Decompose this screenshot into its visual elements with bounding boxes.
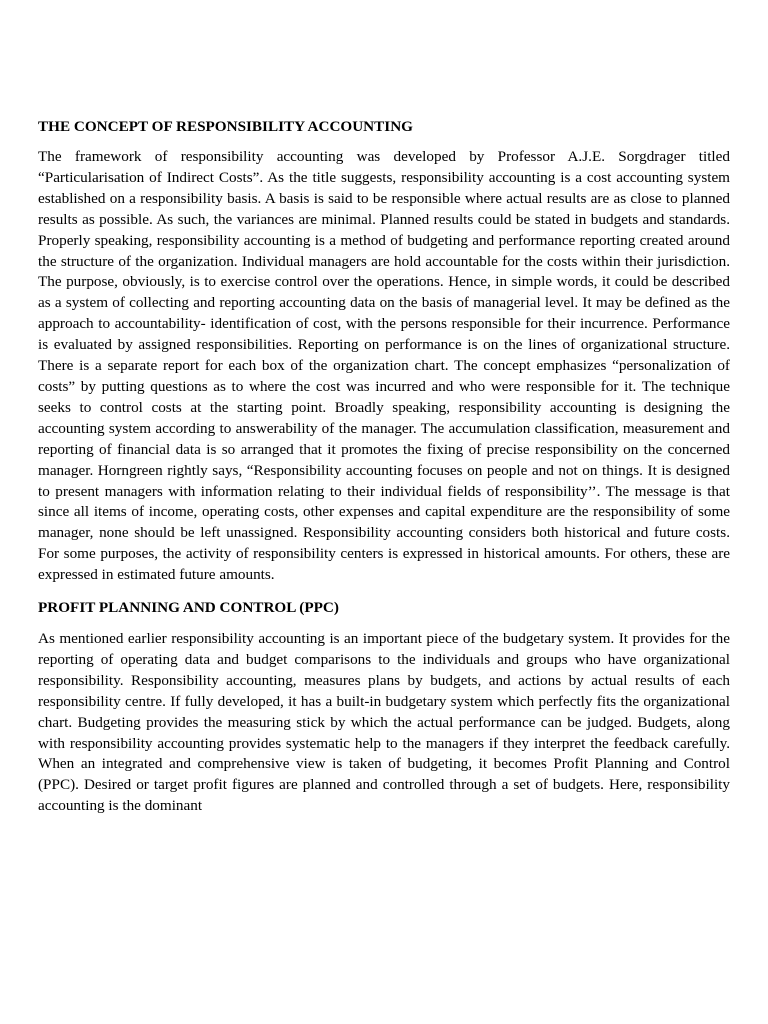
document-page: [38, 117, 730, 817]
section-heading-ppc: PROFIT PLANNING AND CONTROL (PPC): [38, 599, 339, 617]
section-heading-responsibility-accounting: THE CONCEPT OF RESPONSIBILITY ACCOUNTING: [38, 118, 413, 135]
section-paragraph-ppc: As mentioned earlier responsibility accounting is an important piece of the budgetary system. It provides for the reporting of operating data and budget comparisons to the individuals and groups who have organizational responsibility. Responsibility accounting, measures plans by budgets, and actions by actual results of each responsibility centre. If fully developed, it has a built-in budgetary system which perfectly fits the organizational chart. Budgeting provides the measuring stick by which the actual performance can be judged. Budgets, along with responsibility accounting provides systematic help to the managers if they interpret the feedback carefully. When an integrated and comprehensive view is taken of budgeting, it becomes Profit Planning and Control (PPC). Desired or target profit figures are planned and controlled through a set of budgets. Here, responsibility accounting is the dominant: [38, 630, 730, 815]
section-paragraph-responsibility-accounting: The framework of responsibility accounting was developed by Professor A.J.E. Sorgdrager titled “Particularisation of Indirect Costs”. As the title suggests, responsibility accounting is a cost accounting system established on a responsibility basis. A basis is said to be responsible where actual results are as close to planned results as possible. As such, the variances are minimal. Planned results could be stated in budgets and standards. Properly speaking, responsibility accounting is a method of budgeting and performance reporting created around the structure of the organization. Individual managers are hold accountable for the costs within their jurisdiction. The purpose, obviously, is to exercise control over the operations. Hence, in simple words, it could be described as a system of collecting and reporting accounting data on the basis of managerial level. It may be defined as the approach to accountability- identification of cost, with the persons responsible for their incurrence. Performance is evaluated by assigned responsibilities. Reporting on performance is on the lines of organizational structure. There is a separate report for each box of the organization chart. The concept emphasizes “personalization of costs” by putting questions as to where the cost was incurred and who were responsible for it. The technique seeks to control costs at the starting point. Broadly speaking, responsibility accounting is designing the accounting system according to answerability of the manager. The accumulation classification, measurement and reporting of financial data is so arranged that it promotes the fixing of precise responsibility on the concerned manager. Horngreen rightly says, “Responsibility accounting focuses on people and not on things. It is designed to present managers with information relating to their individual fields of responsibility’’. The message is that since all items of income, operating costs, other expenses and capital expenditure are the responsibility of some manager, none should be left unassigned. Responsibility accounting considers both historical and future costs. For some purposes, the activity of responsibility centers is expressed in historical amounts. For others, these are expressed in estimated future amounts.: [38, 148, 730, 584]
